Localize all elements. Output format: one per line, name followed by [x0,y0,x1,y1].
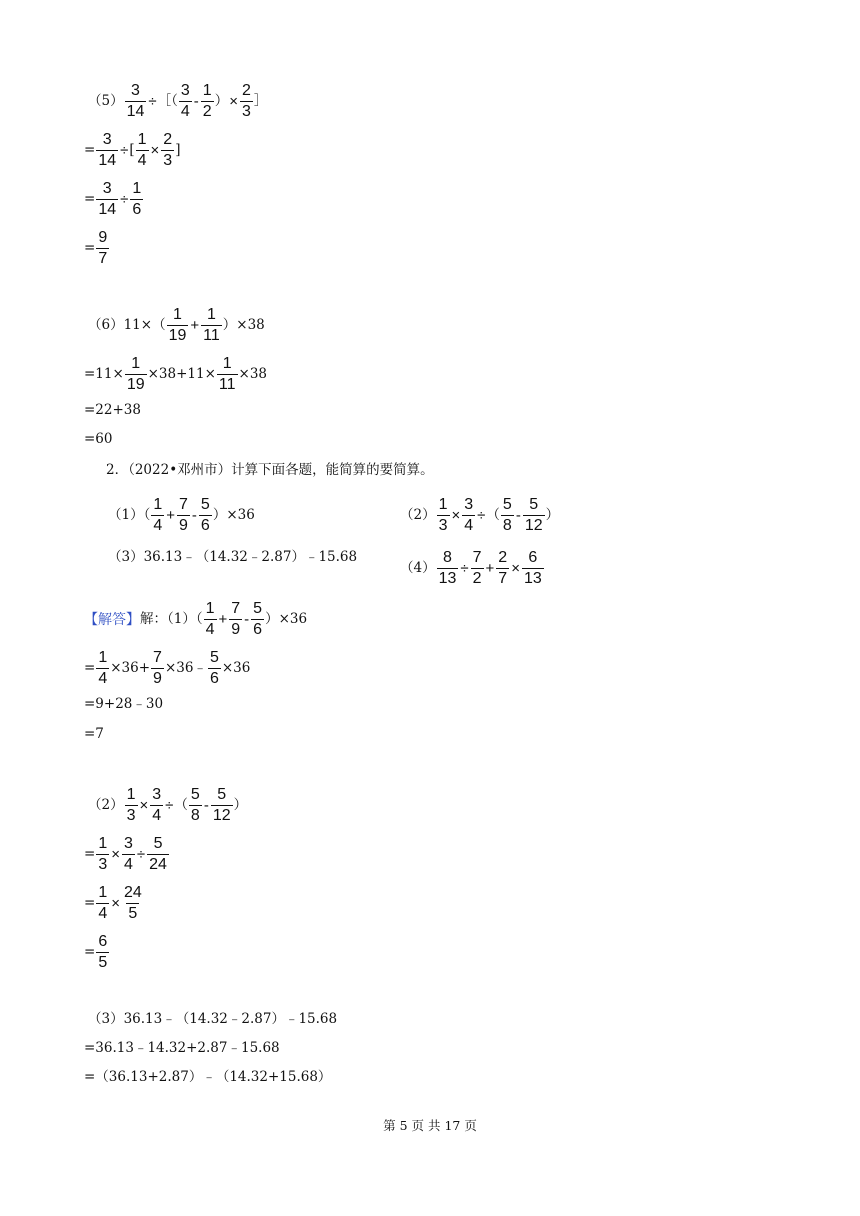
math-text: =11× [84,365,124,382]
numerator: 2 [163,131,173,148]
a3-step2 [84,1071,331,1085]
operator: ÷ [120,191,129,208]
operator: - [203,797,209,814]
denominator: 13 [438,570,457,587]
operator: × [111,895,120,912]
q2-item3 [108,551,357,565]
denominator: 4 [153,517,163,534]
numerator: 6 [98,933,108,950]
operator: - [191,507,197,524]
denominator: 4 [152,807,162,824]
numerator: 1 [153,496,163,513]
denominator: 4 [98,905,108,922]
q2-item1 [108,496,255,535]
numerator: 1 [126,786,136,803]
fraction [96,131,118,170]
p6-step2 [84,180,144,219]
fraction [189,786,202,825]
page-footer: 第 5 页 共 17 页 [383,1118,477,1133]
denominator: 7 [498,570,508,587]
math-text: =22+38 [84,402,141,418]
numerator: 7 [231,600,241,617]
numerator: 1 [222,355,232,372]
fraction [204,600,217,639]
math-text: （2） [400,506,436,523]
math-text: 2．（2022•邓州市）计算下面各题，能简算的要简算。 [106,462,434,478]
numerator: 3 [152,786,162,803]
math-text: （1）（ [108,506,151,523]
math-text: ） [233,796,248,813]
a2-step0 [88,786,247,825]
math-text: =9+28﹣30 [84,696,164,712]
denominator: 4 [98,670,108,687]
a1-step3 [84,728,104,742]
fraction [96,933,109,972]
denominator: 9 [153,670,162,687]
denominator: 2 [472,570,482,587]
math-text: ）×36 [212,506,255,523]
denominator: 3 [126,807,136,824]
numerator: 1 [207,306,216,323]
math-text: =（36.13+2.87）﹣（14.32+15.68） [84,1069,332,1085]
math-text: = [84,845,96,862]
numerator: 1 [137,131,147,148]
math-text: = [84,894,96,911]
fraction [125,786,138,825]
numerator: 5 [502,496,512,513]
fraction [179,82,192,121]
denominator: 19 [168,327,187,344]
operator: × [229,93,238,110]
denominator: 7 [98,250,108,267]
math-text: = [84,239,96,256]
math-text: ） [214,92,229,109]
math-text: [ [129,141,135,158]
p7-step1 [84,355,267,394]
fraction [217,355,238,394]
denominator: 14 [98,152,117,169]
math-text: ） [545,506,560,523]
fraction [240,82,253,121]
operator: ÷ [148,93,157,110]
operator: ÷ [120,142,129,159]
fraction [130,180,143,219]
numerator: 1 [205,600,215,617]
denominator: 3 [98,856,108,873]
math-text: =7 [84,726,104,742]
a2-step2 [84,884,145,923]
a2-step3 [84,933,110,972]
math-text: 解：（1）（ [140,610,203,627]
denominator: 11 [203,327,220,344]
denominator: 9 [179,517,188,534]
math-text: ］ [253,92,268,109]
fraction [96,835,109,874]
denominator: 6 [209,670,219,687]
fraction [125,355,147,394]
fraction [229,600,242,639]
numerator: 5 [253,600,263,617]
operator: + [166,507,176,524]
numerator: 3 [180,82,190,99]
denominator: 6 [132,201,142,218]
fraction [496,549,509,588]
math-text: （6）11×（ [88,316,166,333]
fraction [211,786,233,825]
numerator: 3 [464,496,474,513]
numerator: 2 [241,82,251,99]
fraction [122,835,135,874]
math-text: ] [175,141,181,158]
fraction [208,649,221,688]
math-text: = [84,943,96,960]
numerator: 1 [173,306,182,323]
numerator: 7 [472,549,482,566]
denominator: 5 [98,954,108,971]
math-text: ［（ [157,92,178,109]
numerator: 1 [132,180,142,197]
numerator: 3 [131,82,140,99]
fraction [471,549,484,588]
math-text: =36.13﹣14.32+2.87﹣15.68 [84,1040,280,1056]
fraction [136,131,149,170]
a1-step1 [84,649,250,688]
fraction [201,306,222,345]
denominator: 6 [200,517,210,534]
math-text: ）×36 [265,610,308,627]
fraction [437,496,450,535]
denominator: 12 [524,517,543,534]
fraction [161,131,174,170]
q2-item4 [400,549,545,588]
numerator: 5 [153,835,163,852]
fraction [523,496,545,535]
a3-step1 [84,1042,280,1056]
denominator: 5 [128,905,138,922]
fraction [522,549,544,588]
denominator: 11 [218,376,236,393]
numerator: 6 [528,549,538,566]
operator: × [139,797,149,814]
fraction [437,549,459,588]
numerator: 3 [102,131,112,148]
fraction [167,306,189,345]
numerator: 7 [153,649,162,666]
numerator: 1 [131,355,141,372]
denominator: 14 [126,103,145,120]
fraction [201,82,214,121]
denominator: 4 [180,103,190,120]
numerator: 1 [98,884,108,901]
fraction [177,496,190,535]
math-text: = [84,190,96,207]
numerator: 1 [202,82,212,99]
operator: × [451,507,461,524]
fraction [150,786,163,825]
fraction [151,649,164,688]
numerator: 5 [190,786,200,803]
denominator: 14 [98,201,117,218]
math-text: ×38+11× [147,365,216,382]
denominator: 4 [137,152,147,169]
fraction [96,884,109,923]
answer-tag: 【解答】 [84,611,140,628]
operator: - [244,611,250,628]
fraction [251,600,264,639]
denominator: 6 [253,621,263,638]
denominator: 24 [149,856,167,873]
p6-step0 [88,82,267,121]
fraction [501,496,514,535]
fraction [199,496,212,535]
math-text: = [84,659,96,676]
operator: ÷ [477,507,486,524]
math-text: （ [486,506,500,523]
math-text: ×36+ [110,659,151,676]
denominator: 9 [231,621,241,638]
p7-step0 [88,306,265,345]
fraction [96,180,118,219]
fraction [96,229,109,268]
math-text: ×36﹣ [164,659,207,676]
operator: ÷ [136,846,146,863]
numerator: 5 [217,786,227,803]
numerator: 5 [529,496,539,513]
denominator: 8 [502,517,512,534]
denominator: 3 [438,517,448,534]
fraction [151,496,164,535]
numerator: 8 [443,549,452,566]
numerator: 24 [123,884,142,901]
math-text: = [84,141,96,158]
math-text: ×38 [238,365,268,382]
numerator: 3 [102,180,112,197]
numerator: 7 [179,496,188,513]
denominator: 4 [123,856,133,873]
a2-step1 [84,835,170,874]
operator: + [190,317,200,334]
numerator: 1 [98,649,108,666]
operator: × [111,846,120,863]
operator: × [511,560,520,577]
math-text: （3）36.13﹣（14.32﹣2.87）﹣15.68 [108,549,358,565]
denominator: 4 [464,517,474,534]
numerator: 3 [123,835,133,852]
math-text: （5） [88,92,124,109]
operator: + [218,611,228,628]
a1-step2 [84,698,163,712]
math-text: （4） [400,559,436,576]
denominator: 19 [126,376,145,393]
question-2 [106,464,434,478]
p7-step3 [84,433,113,447]
numerator: 1 [98,835,108,852]
operator: ÷ [460,560,469,577]
denominator: 12 [212,807,231,824]
fraction [147,835,169,874]
denominator: 3 [163,152,173,169]
operator: + [485,560,495,577]
operator: ÷ [165,797,174,814]
fraction [462,496,475,535]
numerator: 5 [209,649,219,666]
math-text: ）×38 [222,316,265,333]
denominator: 8 [190,807,200,824]
denominator: 4 [205,621,215,638]
math-text: ×36 [221,659,251,676]
fraction [96,649,109,688]
denominator: 2 [202,103,212,120]
q2-item2 [400,496,559,535]
p6-step3 [84,229,110,268]
math-text: （ [174,796,188,813]
a3-step0 [88,1013,337,1027]
numerator: 5 [200,496,210,513]
a1-step0 [84,600,307,639]
operator: - [193,93,199,110]
numerator: 2 [498,549,508,566]
operator: × [150,142,160,159]
numerator: 1 [438,496,448,513]
math-text: =60 [84,431,113,447]
denominator: 3 [241,103,251,120]
operator: - [515,507,521,524]
numerator: 9 [98,229,108,246]
p6-step1 [84,131,180,170]
p7-step2 [84,404,141,418]
denominator: 13 [523,570,542,587]
fraction [122,884,144,923]
fraction [125,82,147,121]
math-text: （3）36.13﹣（14.32﹣2.87）﹣15.68 [88,1011,338,1027]
math-text: （2） [88,796,124,813]
